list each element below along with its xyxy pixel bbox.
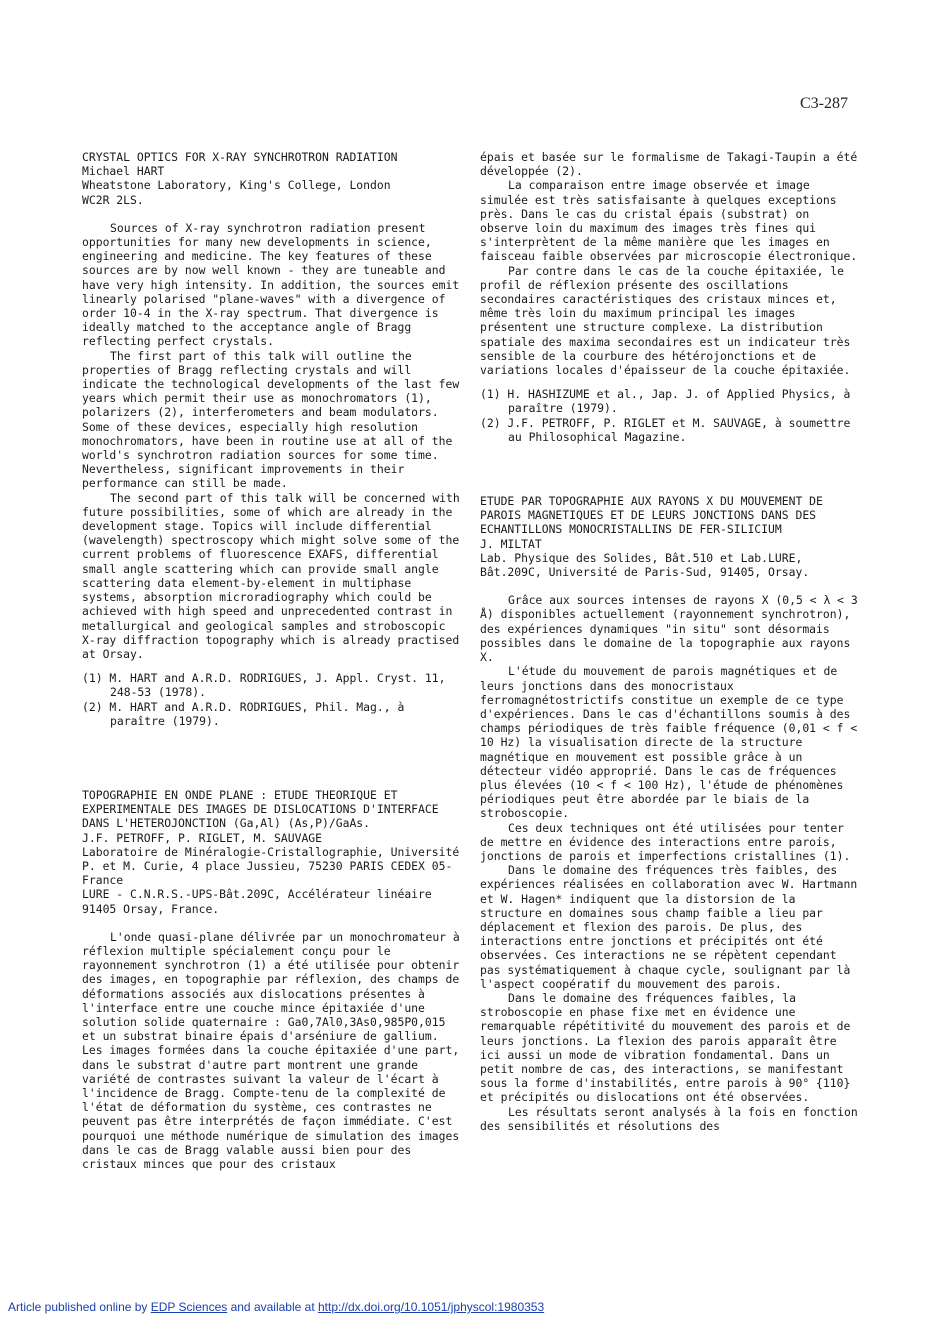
article-body — [480, 150, 858, 377]
article-author: Michael HART — [82, 164, 165, 179]
article-author: J. MILTAT — [480, 536, 542, 551]
publication-footer — [8, 1300, 922, 1314]
article-affiliation-postcode: WC2R 2LS. — [82, 192, 144, 207]
footer-middle: and available at — [227, 1300, 318, 1314]
article-title: TOPOGRAPHIE EN ONDE PLANE : ETUDE THEORIQUE ET EXPERIMENTALE DES IMAGES DE DISLOCATIONS D'INTERFACE DANS L'HETEROJONCTION (Ga,Al) (As,P)/GaAs. — [82, 787, 439, 831]
paragraph: La comparaison entre image observée et image simulée est très satisfaisante à quelques exceptions près. Dans le cas du cristal épais (substrat) on observe loin du maximum des images très fines qui s'interprètent de la même manière que les images en faisceau faible observées par microscopie électronique. — [480, 178, 858, 264]
article-miltat — [480, 494, 858, 1133]
article-title: CRYSTAL OPTICS FOR X-RAY SYNCHROTRON RADIATION — [82, 150, 398, 164]
article-header — [82, 788, 462, 916]
article-body — [82, 221, 462, 661]
references — [480, 387, 858, 444]
article-header — [480, 494, 858, 579]
article-petroff — [82, 788, 462, 1171]
paragraph: L'étude du mouvement de parois magnétiques et de leurs jonctions dans des monocristaux ferromagnétostrictifs constitue un exemple de ce type d'expériences. Dans le cas d'échantillons soumis à des champs périodiques de très faible fréquence (0,01 < f < 10 Hz) la visualisation directe de la structure magnétique en mouvement est possible grâce à un détecteur vidéo approprié. Dans le cas de fréquences plus élevées (10 < f < 100 Hz), l'étude de phénomènes périodiques peut être abordée par le biais de la stroboscopie. — [480, 664, 858, 821]
references — [82, 671, 462, 728]
paragraph: épais et basée sur le formalisme de Takagi-Taupin a été développée (2). — [480, 150, 858, 179]
article-hart — [82, 150, 462, 728]
article-affiliation: LURE - C.N.R.S.-UPS-Bât.209C, Accélérateur linéaire 91405 Orsay, France. — [82, 887, 432, 916]
article-body — [82, 930, 462, 1171]
paragraph: The first part of this talk will outline the properties of Bragg reflecting crystals and will indicate the technological developments of the last few years which permit their use as monochromators (1), polarizers (2), interferometers and beam modulators. Some of these devices, especially high resolution monochromators, have been in routine use at all of the world's synchrotron radiation sources for some time. Nevertheless, significant improvements in their performance can still be made. — [82, 348, 460, 491]
paragraph: Par contre dans le cas de la couche épitaxiée, le profil de réflexion présente des oscillations secondaires caractéristiques des cristaux minces et, même très loin du maximum principal les images présentent une structure complexe. La distribution spatiale des maxima secondaires est un indicateur très sensible de la courbure des hétérojonctions et de variations locales d'épaisseur de la couche épitaxiée. — [480, 263, 851, 378]
footer-prefix: Article published online by — [8, 1300, 151, 1314]
paragraph: Les résultats seront analysés à la fois en fonction des sensibilités et résolutions des — [480, 1104, 858, 1133]
page-number: C3-287 — [800, 95, 848, 112]
doi-link[interactable]: http://dx.doi.org/10.1051/jphyscol:1980353 — [317, 1300, 545, 1314]
paragraph: Ces deux techniques ont été utilisées pour tenter de mettre en évidence des interactions entre parois, jonctions de parois et imperfections cristallines (1). — [480, 820, 851, 863]
article-authors: J.F. PETROFF, P. RIGLET, M. SAUVAGE — [82, 830, 323, 845]
paragraph: Dans le domaine des fréquences faibles, la stroboscopie en phase fixe met en évidence une remarquable répétitivité du mouvement des parois et de leurs jonctions. La flexion des parois apparaît être ici aussi un mode de vibration fondamental. Dans un petit nombre de cas, des interactions, se manifestant sous la forme d'instabilités, entre parois à 90° {110} et précipités ou dislocations ont été observées. — [480, 990, 851, 1105]
article-affiliation: Wheatstone Laboratory, King's College, London — [82, 178, 391, 193]
reference: (1) H. HASHIZUME et al., Jap. J. of Applied Physics, à paraître (1979). — [480, 387, 851, 416]
paragraph: The second part of this talk will be concerned with future possibilities, some of which are already in the development stage. Topics will include differential (wavelength) spectroscopy which might solve some of the current problems of fluorescence EXAFS, differential small angle scattering which can provide small angle scattering data element-by-element in multiphase systems, absorption microradiography which could be achieved with high speed and unprecedented contrast in metallurgical and geological samples and stroboscopic X-ray diffraction topography which is already practised at Orsay. — [82, 490, 460, 661]
paragraph: Sources of X-ray synchrotron radiation present opportunities for many new developments in science, engineering and medicine. The key features of these sources are by now well known - they are tuneable and have very high intensity. In addition, the sources emit linearly polarised "plane-waves" with a divergence of order 10-4 in the X-ray spectrum. That divergence is ideally matched to the acceptance angle of Bragg reflecting perfect crystals. — [82, 220, 460, 349]
reference: (2) J.F. PETROFF, P. RIGLET et M. SAUVAGE, à soumettre au Philosophical Magazine. — [480, 415, 851, 444]
paragraph: Dans le domaine des fréquences très faibles, des expériences réalisées en collaboration avec W. Hartmann et W. Hagen* indiquent que la distorsion de la structure en domaines sous champ faible a lieu par déplacement et flexion des parois. De plus, des interactions entre jonctions et précipités ont été observées. Ces interactions ne se répètent cependant pas systématiquement à chaque cycle, soulignant par là l'aspect coopératif du mouvement des parois. — [480, 863, 858, 991]
right-column — [480, 150, 858, 1133]
article-affiliation: Lab. Physique des Solides, Bât.510 et Lab.LURE, Bât.209C, Université de Paris-Sud, 91405, Orsay. — [480, 550, 810, 580]
paragraph: Grâce aux sources intenses de rayons X (0,5 < λ < 3 Å) disponibles actuellement (rayonnement synchrotron), des expériences dynamiques "in situ" sont désormais possibles dans le domaine de la topographie aux rayons X. — [480, 593, 858, 665]
left-column — [82, 150, 462, 1171]
paragraph: L'onde quasi-plane délivrée par un monochromateur à réflexion multiple spécialement conçu pour le rayonnement synchrotron (1) a été utilisée pour obtenir des images, en topographie par réflexion, des champs de déformations associés aux dislocations présentes à l'interface entre une couche mince épitaxiée d'une solution solide quaternaire : Ga0,7Al0,3As0,985P0,015 et un substrat binaire épais d'arséniure de gallium. Les images formées dans la couche épitaxiée d'une part, dans le substrat d'autre part montrent une grande variété de contrastes suivant la valeur de l'écart à l'incidence de Bragg. Compte-tenu de la complexité de l'état de déformation du système, ces contrastes ne peuvent pas être interprétés de façon immédiate. C'est pourquoi une méthode numérique de simulation des images dans le cas de Bragg valable aussi bien pour des cristaux minces que pour des cristaux — [82, 929, 460, 1171]
reference: (2) M. HART and A.R.D. RODRIGUES, Phil. Mag., à paraître (1979). — [82, 699, 405, 728]
reference: (1) M. HART and A.R.D. RODRIGUES, J. Appl. Cryst. 11, 248-53 (1978). — [82, 671, 446, 700]
publisher-link[interactable]: EDP Sciences — [150, 1300, 228, 1314]
article-body — [480, 593, 858, 1133]
article-petroff-continued — [480, 150, 858, 444]
article-affiliation: Laboratoire de Minéralogie-Cristallographie, Université P. et M. Curie, 4 place Jussieu, 75230 PARIS CEDEX 05-France — [82, 844, 460, 888]
article-title: ETUDE PAR TOPOGRAPHIE AUX RAYONS X DU MOUVEMENT DE PAROIS MAGNETIQUES ET DE LEURS JONCTIONS DANS DES ECHANTILLONS MONOCRISTALLINS DE FER-SILICIUM — [480, 494, 823, 537]
article-header — [82, 150, 462, 207]
